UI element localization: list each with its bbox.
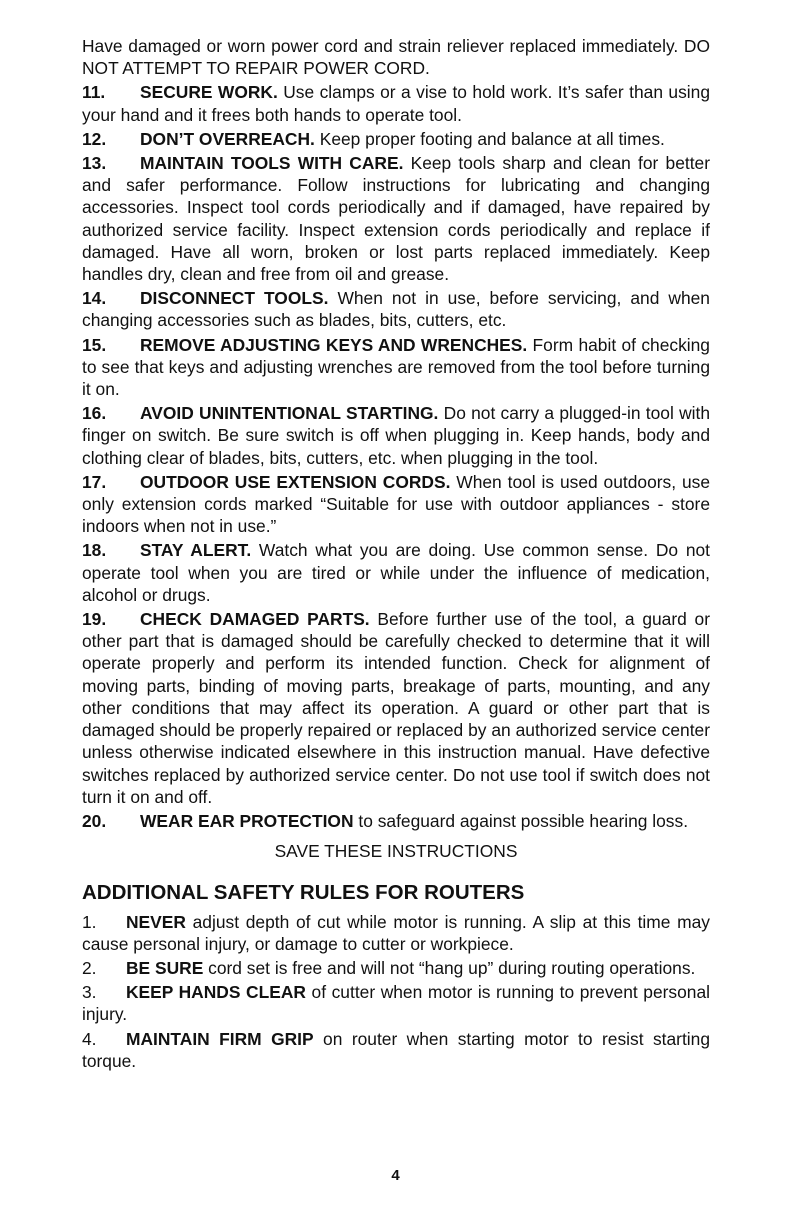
rule-text: to safeguard against possible hearing loss. [353, 810, 689, 831]
rule-number: 15. [82, 334, 107, 355]
rule-11 [82, 81, 710, 125]
rule-17 [82, 471, 710, 538]
rule-number: 16. [82, 403, 107, 424]
router-rule-3 [82, 981, 710, 1025]
rule-heading: STAY ALERT. [140, 540, 252, 561]
page-number: 4 [391, 1167, 400, 1184]
rule-text: on router when starting motor to resist starting torque. [82, 1028, 710, 1071]
rule-heading: MAINTAIN FIRM GRIP [126, 1028, 314, 1049]
rule-text: of cutter when motor is running to prevent personal injury. [82, 982, 710, 1025]
general-rules-list [82, 81, 710, 832]
rule-heading: REMOVE ADJUSTING KEYS AND WRENCHES. [140, 334, 528, 355]
rule-heading: MAINTAIN TOOLS WITH CARE. [140, 153, 404, 174]
rule-number: 20. [82, 810, 107, 831]
rule-heading: AVOID UNINTENTIONAL STARTING. [140, 403, 439, 424]
intro-paragraph: Have damaged or worn power cord and strain reliever replaced immediately. DO NOT ATTEMPT TO REPAIR POWER CORD. [82, 36, 710, 79]
rule-heading: CHECK DAMAGED PARTS. [140, 609, 370, 630]
rule-heading: WEAR EAR PROTECTION [140, 810, 354, 831]
rule-text: Keep tools sharp and clean for better and safer performance. Follow instructions for lubricating and changing accessories. Inspect tool cords periodically and if damaged, have repaired by authorized service facility. Inspect extension cords periodically and replace if damaged. Have all worn, broken or lost parts replaced immediately. Keep handles dry, clean and free from oil and grease. [82, 153, 710, 285]
rule-20 [82, 810, 710, 832]
rule-text: adjust depth of cut while motor is running. A slip at this time may cause personal injury, or damage to cutter or workpiece. [82, 911, 710, 954]
router-rules-list [82, 911, 710, 1072]
rule-heading: DON’T OVERREACH. [140, 128, 315, 149]
rule-number: 17. [82, 471, 107, 492]
rule-heading: OUTDOOR USE EXTENSION CORDS. [140, 471, 451, 492]
rule-text: Before further use of the tool, a guard or other part that is damaged should be carefully checked to determine that it will operate properly and perform its intended function. Check for alignment of moving parts, binding of moving parts, breakage of parts, mounting, and any other conditions that may affect its operation. A guard or other part that is damaged should be properly repaired or replaced by an authorized service center unless otherwise indicated elsewhere in this instruction manual. Have defective switches replaced by authorized service center. Do not use tool if switch does not turn it on and off. [82, 609, 711, 807]
rule-19 [82, 608, 710, 808]
router-rule-2 [82, 957, 710, 979]
rule-heading: DISCONNECT TOOLS. [140, 288, 329, 309]
save-instructions-line: SAVE THESE INSTRUCTIONS [274, 841, 518, 862]
rule-number: 1. [82, 911, 97, 932]
rule-number: 2. [82, 957, 97, 978]
rule-text: cord set is free and will not “hang up” during routing operations. [203, 957, 696, 978]
rule-text: When not in use, before servicing, and when changing accessories such as blades, bits, cutters, etc. [82, 288, 710, 331]
rule-16 [82, 402, 710, 469]
rule-number: 13. [82, 153, 107, 174]
section-title: ADDITIONAL SAFETY RULES FOR ROUTERS [82, 881, 525, 905]
rule-text: Keep proper footing and balance at all times. [314, 128, 665, 149]
rule-18 [82, 539, 710, 606]
rule-number: 14. [82, 288, 107, 309]
rule-number: 19. [82, 609, 107, 630]
rule-text: Watch what you are doing. Use common sense. Do not operate tool when you are tired or while under the influence of medication, alcohol or drugs. [82, 540, 710, 605]
rule-15 [82, 334, 710, 401]
rule-number: 11. [82, 82, 106, 103]
rule-number: 12. [82, 128, 107, 149]
rule-text: Do not carry a plugged-in tool with finger on switch. Be sure switch is off when plugging in. Keep hands, body and clothing clear of blades, bits, cutters, etc. when plugging in the tool. [82, 403, 710, 468]
rule-heading: BE SURE [126, 957, 204, 978]
rule-number: 3. [82, 982, 97, 1003]
rule-heading: KEEP HANDS CLEAR [126, 982, 306, 1003]
router-rule-4 [82, 1028, 710, 1072]
rule-heading: NEVER [126, 911, 186, 932]
rule-13 [82, 152, 710, 285]
rule-number: 18. [82, 540, 107, 561]
rule-text: Form habit of checking to see that keys and adjusting wrenches are removed from the tool before turning it on. [82, 334, 710, 400]
page-content [82, 35, 710, 1074]
rule-12 [82, 128, 710, 150]
rule-heading: SECURE WORK. [140, 82, 278, 103]
rule-number: 4. [82, 1028, 97, 1049]
router-rule-1 [82, 911, 710, 955]
rule-text: Use clamps or a vise to hold work. It’s safer than using your hand and it frees both hands to operate tool. [82, 82, 710, 125]
rule-14 [82, 287, 710, 331]
rule-text: When tool is used outdoors, use only extension cords marked “Suitable for use with outdoor appliances - store indoors when not in use.” [82, 471, 710, 537]
